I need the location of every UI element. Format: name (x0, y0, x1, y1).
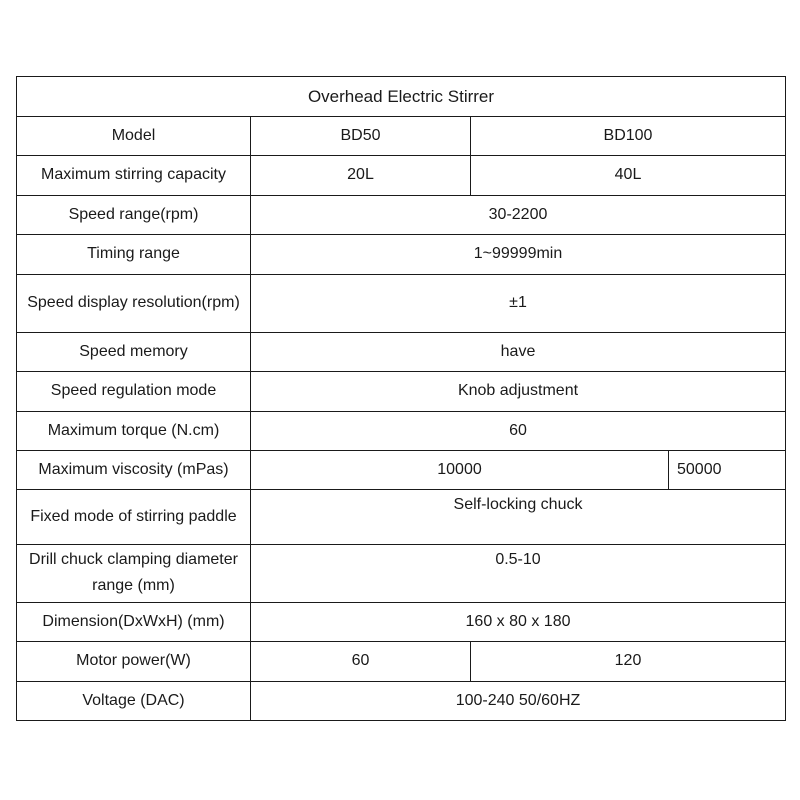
row-label: Model (17, 117, 251, 155)
table-row-voltage (17, 681, 786, 720)
table-row-torque (17, 411, 786, 450)
row-label: Maximum viscosity (mPas) (17, 450, 251, 489)
cell-value: 60 (251, 411, 786, 450)
row-label: Maximum stirring capacity (17, 155, 251, 195)
spec-table (16, 76, 786, 721)
table-row-capacity (17, 155, 786, 195)
row-label: Voltage (DAC) (17, 681, 251, 720)
row-label: Drill chuck clamping diameter range (mm) (17, 544, 251, 602)
cell-bd100: 40L (471, 155, 786, 195)
cell-bd100: 120 (471, 642, 786, 681)
table-row-speed-memory (17, 332, 786, 371)
row-label: Fixed mode of stirring paddle (17, 490, 251, 544)
cell-value: ±1 (251, 274, 786, 332)
table-row-regulation-mode (17, 372, 786, 411)
cell-value: have (251, 332, 786, 371)
table-row-model (17, 117, 786, 155)
table-row-display-resolution (17, 274, 786, 332)
row-label: Speed memory (17, 332, 251, 371)
row-label: Motor power(W) (17, 642, 251, 681)
table-row-speed-range (17, 195, 786, 234)
cell-bd100: 50000 (669, 450, 786, 489)
row-label: Speed display resolution(rpm) (17, 274, 251, 332)
cell-bd50: BD50 (251, 117, 471, 155)
cell-value: 0.5-10 (251, 544, 786, 602)
cell-bd50: 60 (251, 642, 471, 681)
cell-value: 160 x 80 x 180 (251, 603, 786, 642)
table-title: Overhead Electric Stirrer (17, 77, 786, 117)
cell-value: 30-2200 (251, 195, 786, 234)
row-label: Maximum torque (N.cm) (17, 411, 251, 450)
cell-value: Self-locking chuck (251, 490, 786, 544)
table-row-paddle-mode (17, 490, 786, 544)
cell-bd100: BD100 (471, 117, 786, 155)
cell-value: Knob adjustment (251, 372, 786, 411)
table-row-viscosity (17, 450, 786, 489)
table-row-chuck-range (17, 544, 786, 602)
row-label: Timing range (17, 235, 251, 274)
table-row-dimension (17, 603, 786, 642)
row-label: Speed regulation mode (17, 372, 251, 411)
row-label: Dimension(DxWxH) (mm) (17, 603, 251, 642)
cell-value: 100-240 50/60HZ (251, 681, 786, 720)
cell-bd50: 20L (251, 155, 471, 195)
table-row-motor-power (17, 642, 786, 681)
table-row-timing-range (17, 235, 786, 274)
cell-value: 1~99999min (251, 235, 786, 274)
table-title-row (17, 77, 786, 117)
cell-bd50: 10000 (251, 450, 669, 489)
row-label: Speed range(rpm) (17, 195, 251, 234)
